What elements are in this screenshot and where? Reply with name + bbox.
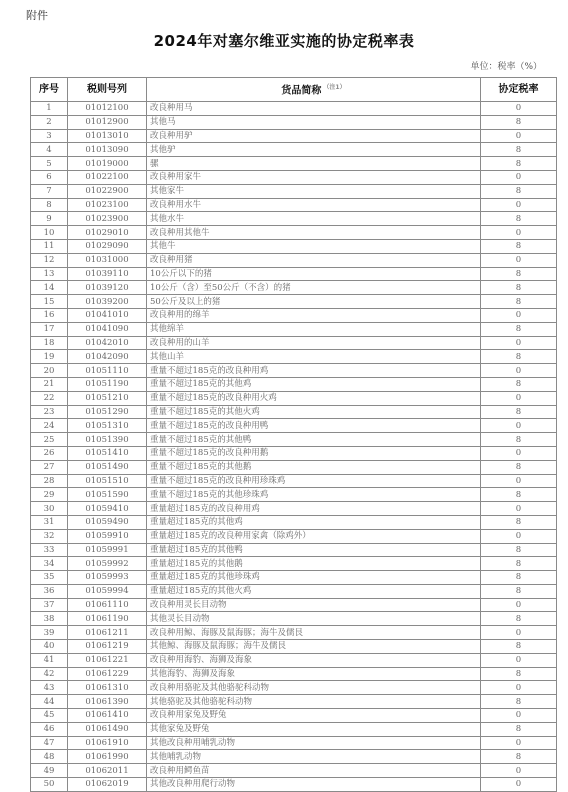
agreement-rate: 8	[481, 543, 557, 557]
table-row	[31, 736, 557, 750]
row-number: 48	[31, 750, 68, 764]
row-number: 25	[31, 433, 68, 447]
table-row	[31, 612, 557, 626]
tariff-code: 01059410	[68, 502, 147, 516]
goods-description: 改良种用家兔及野兔	[147, 709, 481, 723]
table-row	[31, 529, 557, 543]
table-row	[31, 709, 557, 723]
goods-description: 重量不超过185克的其他鸭	[147, 433, 481, 447]
table-row	[31, 391, 557, 405]
row-number: 32	[31, 529, 68, 543]
goods-description: 重量超过185克的改良种用鸡	[147, 502, 481, 516]
row-number: 43	[31, 681, 68, 695]
agreement-rate: 8	[481, 433, 557, 447]
table-row	[31, 253, 557, 267]
tariff-code: 01013090	[68, 143, 147, 157]
goods-description: 骡	[147, 157, 481, 171]
goods-description: 重量不超过185克的改良种用珍珠鸡	[147, 474, 481, 488]
tariff-code: 01042010	[68, 336, 147, 350]
tariff-code: 01039200	[68, 295, 147, 309]
goods-description: 其他改良种用哺乳动物	[147, 736, 481, 750]
table-row	[31, 502, 557, 516]
tariff-code: 01051310	[68, 419, 147, 433]
agreement-rate: 0	[481, 226, 557, 240]
table-row	[31, 129, 557, 143]
footnote-mark-text: 注1	[329, 83, 340, 91]
goods-description: 其他马	[147, 115, 481, 129]
table-row	[31, 419, 557, 433]
table-row	[31, 446, 557, 460]
agreement-rate: 8	[481, 460, 557, 474]
agreement-rate: 0	[481, 681, 557, 695]
row-number: 38	[31, 612, 68, 626]
goods-description: 其他驴	[147, 143, 481, 157]
tariff-code: 01059993	[68, 571, 147, 585]
tariff-code: 01061229	[68, 667, 147, 681]
table-row	[31, 488, 557, 502]
goods-description: 其他山羊	[147, 350, 481, 364]
agreement-rate: 8	[481, 515, 557, 529]
table-row	[31, 640, 557, 654]
table-row	[31, 377, 557, 391]
agreement-rate: 8	[481, 750, 557, 764]
table-row	[31, 336, 557, 350]
row-number: 9	[31, 212, 68, 226]
row-number: 39	[31, 626, 68, 640]
table-row	[31, 157, 557, 171]
table-header	[31, 78, 557, 102]
agreement-rate: 0	[481, 502, 557, 516]
table-row	[31, 681, 557, 695]
table-body	[31, 102, 557, 792]
goods-description: 重量不超过185克的其他珍珠鸡	[147, 488, 481, 502]
row-number: 26	[31, 446, 68, 460]
tariff-code: 01039120	[68, 281, 147, 295]
row-number: 3	[31, 129, 68, 143]
table-row	[31, 557, 557, 571]
agreement-rate: 0	[481, 736, 557, 750]
row-number: 21	[31, 377, 68, 391]
goods-description: 其他骆驼及其他骆驼科动物	[147, 695, 481, 709]
tariff-code: 01022900	[68, 184, 147, 198]
agreement-rate: 0	[481, 391, 557, 405]
agreement-rate: 8	[481, 184, 557, 198]
tariff-code: 01059910	[68, 529, 147, 543]
table-row	[31, 308, 557, 322]
table-row	[31, 267, 557, 281]
table-row	[31, 433, 557, 447]
goods-description: 重量不超过185克的其他鸡	[147, 377, 481, 391]
goods-description: 改良种用鳄鱼苗	[147, 764, 481, 778]
tariff-code: 01051390	[68, 433, 147, 447]
table-row	[31, 695, 557, 709]
goods-description: 改良种用的山羊	[147, 336, 481, 350]
tariff-code: 01059992	[68, 557, 147, 571]
row-number: 50	[31, 778, 68, 792]
row-number: 44	[31, 695, 68, 709]
row-number: 46	[31, 722, 68, 736]
goods-description: 重量超过185克的其他火鸡	[147, 584, 481, 598]
unit-note: 单位：税率（%）	[470, 62, 542, 72]
tariff-code: 01051490	[68, 460, 147, 474]
table-row	[31, 543, 557, 557]
goods-description: 改良种用灵长目动物	[147, 598, 481, 612]
agreement-rate: 8	[481, 557, 557, 571]
row-number: 15	[31, 295, 68, 309]
tariff-code: 01012100	[68, 102, 147, 116]
goods-description: 10公斤（含）至50公斤（不含）的猪	[147, 281, 481, 295]
tariff-code: 01051510	[68, 474, 147, 488]
row-number: 20	[31, 364, 68, 378]
goods-description: 改良种用水牛	[147, 198, 481, 212]
table-row	[31, 405, 557, 419]
table-row	[31, 226, 557, 240]
tariff-code: 01012900	[68, 115, 147, 129]
agreement-rate: 8	[481, 612, 557, 626]
table-row	[31, 198, 557, 212]
tariff-code: 01019000	[68, 157, 147, 171]
goods-description: 其他家牛	[147, 184, 481, 198]
goods-description: 重量不超过185克的改良种用鸭	[147, 419, 481, 433]
goods-description: 其他改良种用爬行动物	[147, 778, 481, 792]
goods-description: 改良种用家牛	[147, 170, 481, 184]
agreement-rate: 8	[481, 281, 557, 295]
column-header-desc-label: 货品简称	[281, 85, 322, 97]
row-number: 6	[31, 170, 68, 184]
agreement-rate: 8	[481, 350, 557, 364]
goods-description: 其他家兔及野兔	[147, 722, 481, 736]
goods-description: 其他水牛	[147, 212, 481, 226]
table-row	[31, 184, 557, 198]
tariff-code: 01023100	[68, 198, 147, 212]
table-row	[31, 722, 557, 736]
page-title: 2024年对塞尔维亚实施的协定税率表	[153, 32, 415, 50]
agreement-rate: 8	[481, 322, 557, 336]
goods-description: 重量超过185克的其他鸡	[147, 515, 481, 529]
tariff-code: 01061490	[68, 722, 147, 736]
tariff-code: 01031000	[68, 253, 147, 267]
row-number: 49	[31, 764, 68, 778]
row-number: 34	[31, 557, 68, 571]
tariff-code: 01061221	[68, 653, 147, 667]
goods-description: 改良种用猪	[147, 253, 481, 267]
row-number: 22	[31, 391, 68, 405]
row-number: 30	[31, 502, 68, 516]
tariff-code: 01022100	[68, 170, 147, 184]
goods-description: 重量不超过185克的改良种用鹅	[147, 446, 481, 460]
table-row	[31, 212, 557, 226]
table-row	[31, 667, 557, 681]
tariff-code: 01051410	[68, 446, 147, 460]
agreement-rate: 0	[481, 709, 557, 723]
agreement-rate: 0	[481, 419, 557, 433]
agreement-rate: 0	[481, 474, 557, 488]
header-row	[31, 78, 557, 102]
goods-description: 其他哺乳动物	[147, 750, 481, 764]
tariff-code: 01061390	[68, 695, 147, 709]
tariff-code: 01061410	[68, 709, 147, 723]
tariff-code: 01059991	[68, 543, 147, 557]
agreement-rate: 8	[481, 405, 557, 419]
tariff-code: 01039110	[68, 267, 147, 281]
table-row	[31, 102, 557, 116]
tariff-code: 01051190	[68, 377, 147, 391]
table-row	[31, 364, 557, 378]
agreement-rate: 8	[481, 722, 557, 736]
agreement-rate: 0	[481, 778, 557, 792]
row-number: 37	[31, 598, 68, 612]
agreement-rate: 8	[481, 143, 557, 157]
agreement-rate: 0	[481, 626, 557, 640]
table-row	[31, 143, 557, 157]
goods-description: 重量超过185克的改良种用家禽（除鸡外）	[147, 529, 481, 543]
goods-description: 重量不超过185克的改良种用鸡	[147, 364, 481, 378]
goods-description: 其他鲸、海豚及鼠海豚；海牛及儒艮	[147, 640, 481, 654]
table-row	[31, 653, 557, 667]
goods-description: 改良种用海豹、海狮及海象	[147, 653, 481, 667]
agreement-rate: 8	[481, 640, 557, 654]
agreement-rate: 0	[481, 764, 557, 778]
agreement-rate: 8	[481, 488, 557, 502]
agreement-rate: 8	[481, 267, 557, 281]
row-number: 36	[31, 584, 68, 598]
column-header-code: 税则号列	[68, 78, 147, 102]
tariff-code: 01029010	[68, 226, 147, 240]
agreement-rate: 0	[481, 529, 557, 543]
agreement-rate: 0	[481, 598, 557, 612]
agreement-rate: 0	[481, 102, 557, 116]
tariff-code: 01041010	[68, 308, 147, 322]
goods-description: 改良种用鲸、海豚及鼠海豚；海牛及儒艮	[147, 626, 481, 640]
agreement-rate: 0	[481, 129, 557, 143]
tariff-code: 01051590	[68, 488, 147, 502]
goods-description: 重量不超过185克的改良种用火鸡	[147, 391, 481, 405]
agreement-rate: 8	[481, 239, 557, 253]
table-row	[31, 626, 557, 640]
tariff-code: 01061910	[68, 736, 147, 750]
tariff-code: 01013010	[68, 129, 147, 143]
agreement-rate: 8	[481, 377, 557, 391]
tariff-code: 01059994	[68, 584, 147, 598]
tariff-code: 01023900	[68, 212, 147, 226]
row-number: 24	[31, 419, 68, 433]
table-row	[31, 474, 557, 488]
goods-description: 重量不超过185克的其他鹅	[147, 460, 481, 474]
row-number: 19	[31, 350, 68, 364]
row-number: 11	[31, 239, 68, 253]
row-number: 31	[31, 515, 68, 529]
agreement-rate: 8	[481, 667, 557, 681]
agreement-rate: 0	[481, 308, 557, 322]
table-row	[31, 350, 557, 364]
tariff-code: 01051110	[68, 364, 147, 378]
tariff-code: 01061990	[68, 750, 147, 764]
table-row	[31, 778, 557, 792]
tariff-code: 01062011	[68, 764, 147, 778]
table-row	[31, 764, 557, 778]
row-number: 4	[31, 143, 68, 157]
agreement-rate: 0	[481, 653, 557, 667]
goods-description: 其他牛	[147, 239, 481, 253]
agreement-rate: 0	[481, 170, 557, 184]
row-number: 1	[31, 102, 68, 116]
table-row	[31, 598, 557, 612]
row-number: 14	[31, 281, 68, 295]
agreement-rate: 8	[481, 695, 557, 709]
row-number: 13	[31, 267, 68, 281]
table-row	[31, 239, 557, 253]
goods-description: 10公斤以下的猪	[147, 267, 481, 281]
tariff-code: 01061190	[68, 612, 147, 626]
goods-description: 改良种用驴	[147, 129, 481, 143]
column-header-no: 序号	[31, 78, 68, 102]
table-row	[31, 460, 557, 474]
attachment-label: 附件	[26, 9, 48, 22]
goods-description: 其他海豹、海狮及海象	[147, 667, 481, 681]
agreement-rate: 8	[481, 295, 557, 309]
row-number: 35	[31, 571, 68, 585]
table-row	[31, 170, 557, 184]
row-number: 28	[31, 474, 68, 488]
row-number: 33	[31, 543, 68, 557]
row-number: 40	[31, 640, 68, 654]
agreement-rate: 8	[481, 571, 557, 585]
tariff-code: 01051210	[68, 391, 147, 405]
agreement-rate: 0	[481, 446, 557, 460]
tariff-code: 01041090	[68, 322, 147, 336]
agreement-rate: 8	[481, 584, 557, 598]
tariff-table	[30, 77, 557, 792]
goods-description: 重量不超过185克的其他火鸡	[147, 405, 481, 419]
footnote-mark: （注1）	[323, 83, 346, 91]
agreement-rate: 0	[481, 253, 557, 267]
agreement-rate: 8	[481, 157, 557, 171]
tariff-code: 01029090	[68, 239, 147, 253]
agreement-rate: 0	[481, 364, 557, 378]
row-number: 41	[31, 653, 68, 667]
row-number: 29	[31, 488, 68, 502]
table-row	[31, 584, 557, 598]
goods-description: 重量超过185克的其他鹅	[147, 557, 481, 571]
tariff-code: 01061211	[68, 626, 147, 640]
agreement-rate: 0	[481, 336, 557, 350]
row-number: 10	[31, 226, 68, 240]
row-number: 23	[31, 405, 68, 419]
goods-description: 其他灵长目动物	[147, 612, 481, 626]
goods-description: 重量超过185克的其他鸭	[147, 543, 481, 557]
tariff-code: 01059490	[68, 515, 147, 529]
row-number: 17	[31, 322, 68, 336]
tariff-code: 01051290	[68, 405, 147, 419]
table-row	[31, 515, 557, 529]
table-row	[31, 571, 557, 585]
table-row	[31, 115, 557, 129]
goods-description: 其他绵羊	[147, 322, 481, 336]
tariff-code: 01061310	[68, 681, 147, 695]
row-number: 42	[31, 667, 68, 681]
row-number: 5	[31, 157, 68, 171]
table-row	[31, 295, 557, 309]
tariff-code: 01061219	[68, 640, 147, 654]
goods-description: 改良种用其他牛	[147, 226, 481, 240]
row-number: 16	[31, 308, 68, 322]
column-header-rate: 协定税率	[481, 78, 557, 102]
column-header-desc	[147, 78, 481, 102]
row-number: 18	[31, 336, 68, 350]
table-row	[31, 322, 557, 336]
row-number: 8	[31, 198, 68, 212]
goods-description: 重量超过185克的其他珍珠鸡	[147, 571, 481, 585]
agreement-rate: 0	[481, 198, 557, 212]
row-number: 47	[31, 736, 68, 750]
goods-description: 改良种用的绵羊	[147, 308, 481, 322]
goods-description: 50公斤及以上的猪	[147, 295, 481, 309]
row-number: 27	[31, 460, 68, 474]
agreement-rate: 8	[481, 115, 557, 129]
row-number: 7	[31, 184, 68, 198]
agreement-rate: 8	[481, 212, 557, 226]
goods-description: 改良种用马	[147, 102, 481, 116]
tariff-code: 01061110	[68, 598, 147, 612]
goods-description: 改良种用骆驼及其他骆驼科动物	[147, 681, 481, 695]
table-row	[31, 750, 557, 764]
row-number: 2	[31, 115, 68, 129]
table-row	[31, 281, 557, 295]
tariff-code: 01062019	[68, 778, 147, 792]
tariff-code: 01042090	[68, 350, 147, 364]
row-number: 12	[31, 253, 68, 267]
row-number: 45	[31, 709, 68, 723]
